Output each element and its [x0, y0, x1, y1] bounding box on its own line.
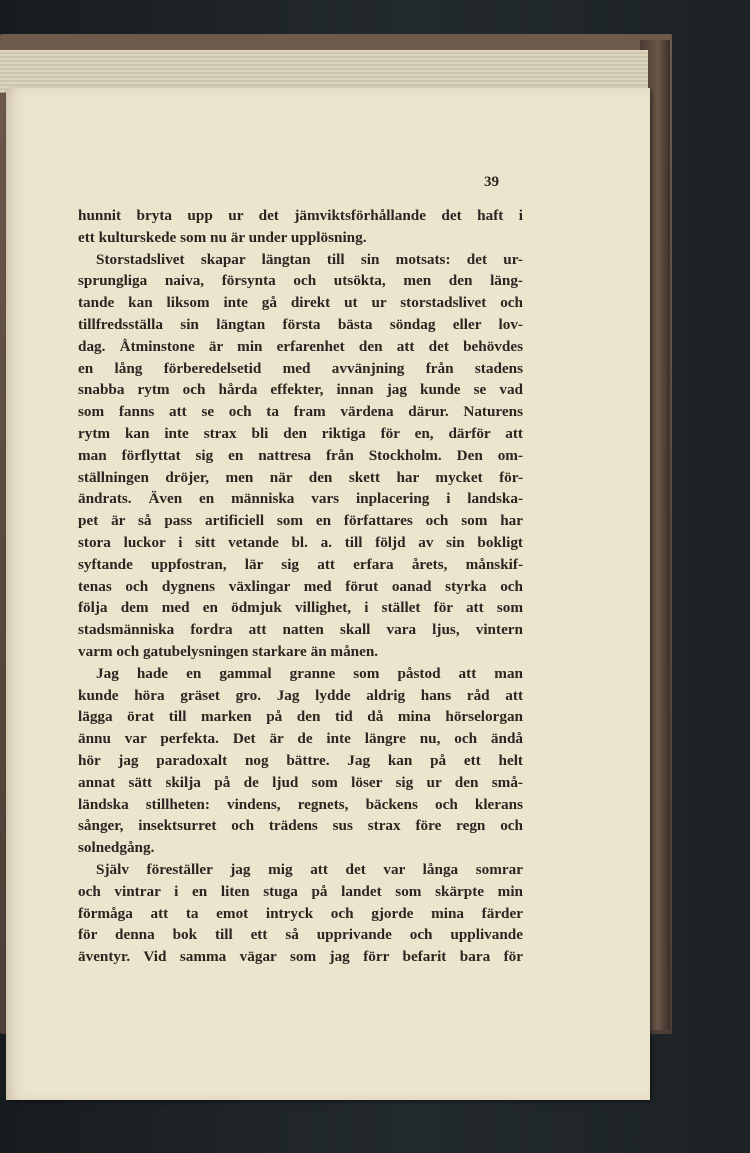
- text-line: för denna bok till ett så upprivande och upplivande: [78, 926, 523, 944]
- text-line: Själv föreställer jag mig att det var långa somrar: [96, 860, 523, 878]
- text-line: hunnit bryta upp ur det jämviktsförhållande det haft i: [78, 207, 523, 224]
- text-line: ett kulturskede som nu är under upplösning.: [78, 228, 367, 246]
- text-line: sånger, insektsurret och trädens sus strax före regn och: [78, 817, 523, 835]
- text-line: varm och gatubelysningen starkare än månen.: [78, 642, 379, 660]
- text-line: Jag hade en gammal granne som påstod att man: [96, 664, 523, 682]
- text-line: dag. Åtminstone är min erfarenhet den att det behövdes: [78, 337, 523, 355]
- text-line: annat sätt skilja på de ljud som löser sig ur den små-: [78, 773, 523, 791]
- text-line: man förflyttat sig en nattresa från Stockholm. Den om-: [78, 446, 523, 464]
- text-line: tande kan liksom inte gå direkt ut ur storstadslivet och: [78, 294, 523, 312]
- book-page: [6, 88, 650, 1100]
- text-line: förmåga att ta emot intryck och gjorde mina färder: [78, 904, 523, 922]
- text-line: följa dem med en ödmjuk villighet, i stället för att som: [78, 599, 523, 617]
- text-line: pet är så pass artificiell som en författares och som har: [78, 512, 523, 530]
- text-line: syftande uppfostran, lär sig att erfara årets, månskif-: [78, 555, 523, 573]
- text-line: kunde höra gräset gro. Jag lydde aldrig hans råd att: [78, 686, 523, 704]
- text-line: tenas och dygnens växlingar med förut oanad styrka och: [78, 577, 523, 595]
- text-line: lägga örat till marken på den tid då mina hörselorgan: [78, 708, 523, 726]
- page-text: [78, 205, 523, 968]
- text-line: rytm kan inte strax bli den riktiga för en, därför att: [78, 424, 523, 442]
- page-stack-edge: [0, 50, 648, 93]
- text-line: stadsmänniska fordra att natten skall vara ljus, vintern: [78, 621, 523, 639]
- text-line: som fanns att se och ta fram värdena därur. Naturens: [78, 403, 523, 421]
- page-number: 39: [484, 174, 499, 190]
- text-line: ställningen dröjer, men när den skett har mycket för-: [78, 468, 523, 486]
- text-line: en lång förberedelsetid med avvänjning från stadens: [78, 359, 523, 377]
- text-line: snabba rytm och hårda effekter, innan jag kunde se vad: [78, 381, 523, 399]
- text-line: ländska stillheten: vindens, regnets, bäckens och klerans: [78, 795, 523, 813]
- text-line: hör jag paradoxalt nog bättre. Jag kan på ett helt: [78, 751, 523, 769]
- text-line: stora luckor i sitt vetande bl. a. till följd av sin bokligt: [78, 533, 523, 551]
- text-line: och vintrar i en liten stuga på landet som skärpte min: [78, 882, 523, 900]
- text-line: äventyr. Vid samma vägar som jag förr befarit bara för: [78, 948, 523, 966]
- text-line: ändrats. Även en människa vars inplacering i landska-: [78, 490, 523, 508]
- text-line: tillfredsställa sin längtan första bästa söndag eller lov-: [78, 315, 523, 333]
- text-line: sprungliga naiva, försynta och utsökta, men den läng-: [78, 272, 523, 290]
- text-line: ännu var perfekta. Det är de inte längre nu, och ändå: [78, 730, 523, 748]
- text-line: Storstadslivet skapar längtan till sin motsats: det ur-: [96, 250, 523, 268]
- text-line: solnedgång.: [78, 839, 155, 857]
